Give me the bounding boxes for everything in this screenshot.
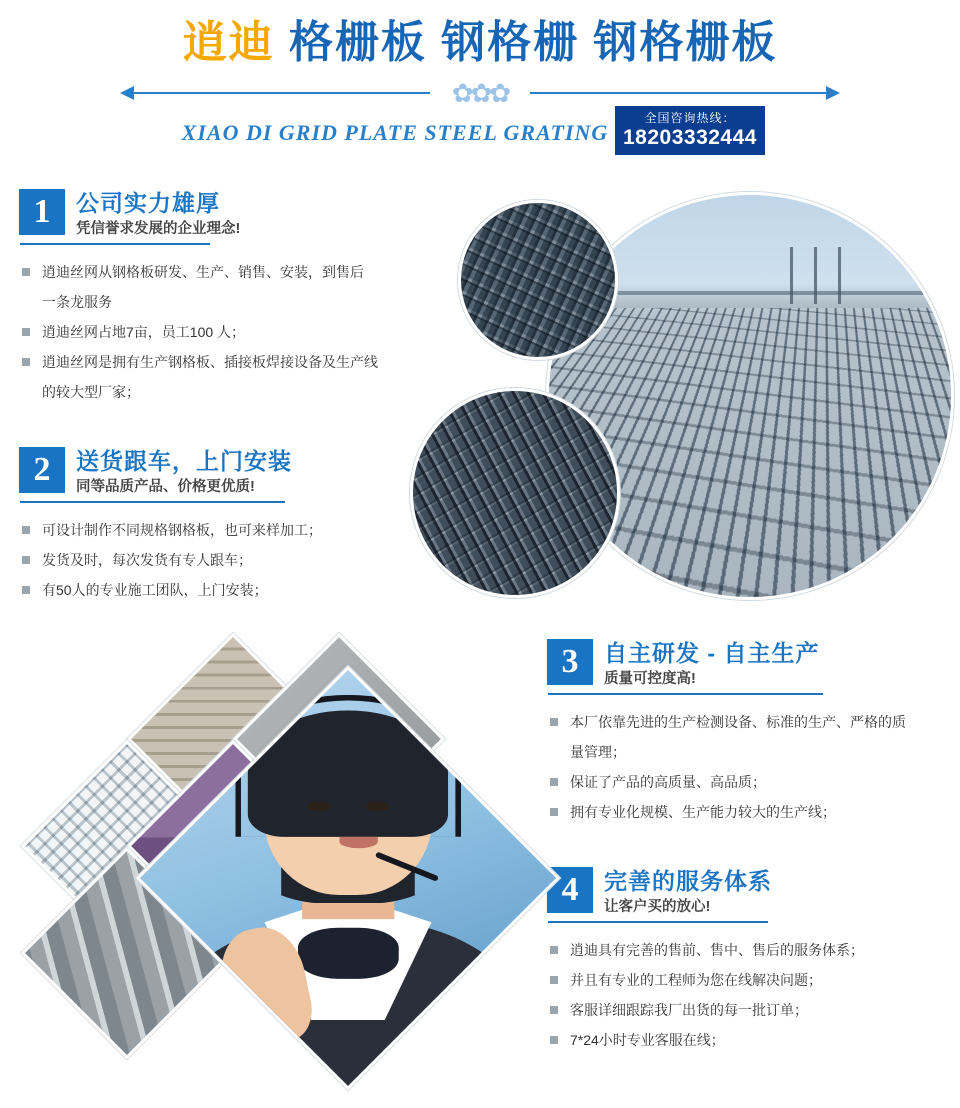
section-2-underline: [20, 501, 285, 503]
section-1-underline: [20, 243, 210, 245]
section-4-underline: [548, 921, 768, 923]
list-item: 逍迪丝网是拥有生产钢格板、插接板焊接设备及生产线: [20, 347, 440, 377]
section-4: [548, 868, 948, 1055]
section-1-title: 公司实力雄厚: [76, 190, 220, 216]
section-4-bullets: [548, 935, 948, 1055]
section-3-titles: [604, 640, 819, 690]
hotline-label: 全国咨询热线：: [644, 111, 736, 125]
list-item: 7*24小时专业客服在线；: [548, 1025, 948, 1055]
list-item: 逍迪丝网占地7亩，员工100 人；: [20, 317, 440, 347]
arrow-right-icon: [826, 86, 840, 100]
list-item-continuation: 的较大型厂家；: [42, 384, 140, 400]
section-3-title: 自主研发 - 自主生产: [604, 640, 820, 666]
page-title: [0, 14, 960, 72]
section-1: [20, 190, 440, 407]
section-4-number: 4: [548, 868, 592, 912]
section-4-titles: [604, 868, 772, 918]
list-item: 保证了产品的高质量、高品质；: [548, 767, 948, 797]
photo-cluster-bottom: [8, 636, 548, 1106]
grating-detail-texture: [413, 391, 617, 595]
section-1-number: 1: [20, 190, 64, 234]
photo-cluster-top: [396, 170, 960, 620]
title-brand-text: 逍迪: [182, 18, 275, 67]
list-item: 逍迪丝网从钢格板研发、生产、销售、安装，到售后: [20, 257, 440, 287]
hotline-number: 18203332444: [623, 126, 757, 149]
divider-line-left: [130, 92, 430, 94]
section-2-number: 2: [20, 448, 64, 492]
section-4-subtitle: 让客户买的放心!: [604, 899, 711, 915]
crane-icon: [838, 247, 841, 303]
section-2-bullets: [20, 515, 440, 605]
operator-bowtie: [298, 928, 398, 978]
circle-small-grating-closeup: [458, 200, 618, 360]
section-3-number: 3: [548, 640, 592, 684]
crane-icon: [814, 247, 817, 303]
list-item: 发货及时，每次发货有专人跟车；: [20, 545, 440, 575]
header-divider: [120, 78, 840, 108]
section-3-subtitle: 质量可控度高!: [604, 671, 696, 687]
section-3: [548, 640, 948, 827]
section-2: [20, 448, 440, 605]
section-1-header: [20, 190, 440, 240]
title-rest-text: 格栅板 钢格栅 钢格栅板: [288, 18, 778, 67]
section-1-bullets: [20, 257, 440, 407]
circle-small-grating-detail: [410, 388, 620, 598]
list-item: 本厂依靠先进的生产检测设备、标准的生产、严格的质: [548, 707, 948, 737]
section-2-title: 送货跟车，上门安装: [76, 448, 292, 474]
section-3-bullets: [548, 707, 948, 827]
list-item: 并且有专业的工程师为您在线解决问题；: [548, 965, 948, 995]
list-item: 拥有专业化规模、生产能力较大的生产线；: [548, 797, 948, 827]
list-item: 可设计制作不同规格钢格板，也可来样加工；: [20, 515, 440, 545]
section-1-titles: [76, 190, 240, 240]
section-4-header: [548, 868, 948, 918]
ornament-icon: ✿✿✿: [451, 78, 509, 108]
section-1-subtitle: 凭信誉求发展的企业理念!: [76, 221, 241, 237]
section-2-header: [20, 448, 440, 498]
subtitle-english: XIAO DI GRID PLATE STEEL GRATING: [181, 120, 609, 145]
section-4-title: 完善的服务体系: [604, 868, 772, 894]
hotline-box: [615, 106, 765, 155]
section-2-subtitle: 同等品质产品、价格更优质!: [76, 479, 255, 495]
list-item: 客服详细跟踪我厂出货的每一批订单；: [548, 995, 948, 1025]
header-subtitle-row: [0, 110, 960, 162]
list-item-continuation: 量管理；: [570, 744, 626, 760]
crane-icon: [790, 247, 793, 303]
section-3-header: [548, 640, 948, 690]
divider-line-right: [530, 92, 830, 94]
list-item: 逍迪具有完善的售前、售中、售后的服务体系；: [548, 935, 948, 965]
section-3-underline: [548, 693, 823, 695]
list-item: 有50人的专业施工团队，上门安装；: [20, 575, 440, 605]
grating-closeup-texture: [461, 203, 615, 357]
page-header: [0, 0, 960, 170]
list-item-continuation: 一条龙服务: [42, 294, 112, 310]
section-2-titles: [76, 448, 292, 498]
